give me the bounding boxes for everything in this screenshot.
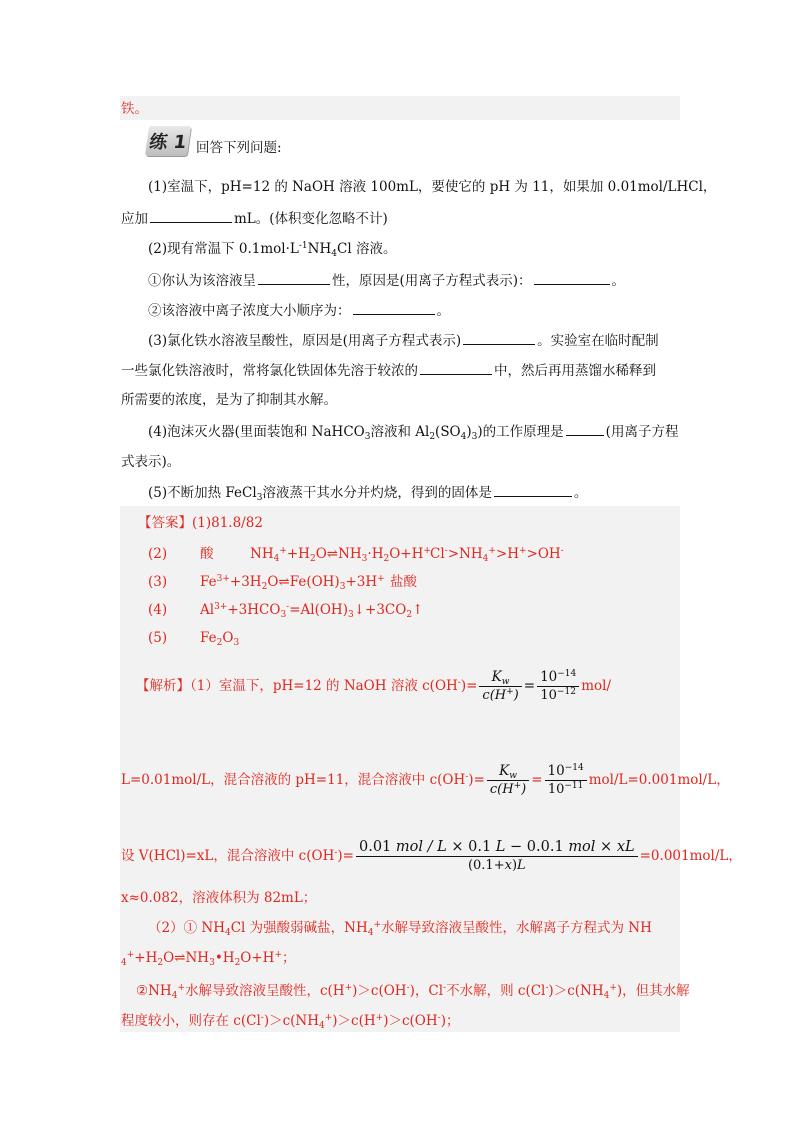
question-5: (5)不断加热 FeCl$_3$溶液蒸干其水分并灼烧，得到的固体是 。 [148,482,587,503]
question-3-line-3: 所需要的浓度，是为了抑制其水解。 [121,392,337,408]
question-2: (2)现有常温下 $0.1mol\cdot L^{-1}NH_4Cl$ 溶液。 [148,241,397,259]
answer-2: (2) 酸 $NH_4^++H_2O\rightleftharpoons NH_3\cdot H_2O+H^+$ $Cl^->NH_4^+>H^+>OH^-$ [148,546,564,564]
fraction-mix: $\frac{\text{0.01 mol / L × 0.1 L − 0.0.1 mol × xL}}{(0.1+x)L}$ [356,838,638,875]
practice-intro: 回答下列问题: [196,140,282,156]
answer-blank [353,300,435,315]
analysis-line-7: $②NH_4^+$水解导致溶液呈酸性，c(H+)＞c(OH-)，Cl-不水解，则 $c(Cl^-)>c(NH_4^+)$，但其水解 [136,983,690,1001]
answer-blank [534,270,610,285]
question-4-line-2: 式表示)。 [121,454,181,470]
fraction-powers: $\frac{10^{-14}}{10^{-12}}$ [537,668,579,705]
answer-blank [420,360,492,375]
question-2-part-2: ②该溶液中离子浓度大小顺序为： 。 [148,300,450,321]
question-3-line-1: (3)氯化铁水溶液呈酸性，原因是(用离子方程式表示) 。实验室在临时配制 [148,330,659,351]
answer-blank [494,482,572,497]
top-fragment: 铁。 [121,101,148,117]
practice-badge: 练 1 [145,126,191,156]
answer-blank [566,421,604,436]
analysis-line-4: x≈0.082，溶液体积为 82mL； [121,890,317,906]
question-3-line-2: 一些氯化铁溶液时，常将氯化铁固体先溶于较浓的 中，然后再用蒸馏水稀释到 [121,360,656,381]
analysis-line-6: $_4^++H_2O\rightleftharpoons NH_3•H_2O+H^+$； [121,950,296,968]
answer-3: (3) $Fe^{3+}+3H_2O\rightleftharpoons Fe(OH)_3+3H^+$ 盐酸 [148,574,417,592]
fraction-kw-2: $\frac{K_w}{c(H^+)}$ [487,762,529,799]
top-answer-shade [120,96,680,120]
answer-4: (4) $Al^{3+}+3HCO_3^-=Al(OH)_3↓+3CO_2↑$ [148,602,424,620]
fraction-kw: $\frac{K_w}{c(H^+)}$ [479,668,521,705]
analysis-line-1: 【解析】（1）室温下，pH=12 的 NaOH 溶液 c(OH-)= $\frac{K_w}{c(H^+)}$ = $\frac{10^{-14}}{10^{-12}}$ mol/ [136,669,612,703]
answer-5: (5) $Fe_2O_3$ [148,630,240,648]
answer-blank [150,208,232,223]
question-1-line-2: 应加 mL。(体积变化忽略不计) [121,208,388,229]
answer-blank [258,270,330,285]
question-4-line-1: (4)泡沫灭火器(里面装饱和 NaHCO$_3$溶液和 $Al_2(SO_4)_3$)的工作原理是 (用离子方程 [148,421,678,442]
analysis-line-8: 程度较小，则存在 $c(Cl^-)>c(NH_4^+)>c(H^+)>c(OH^-)$； [121,1013,460,1031]
question-2-part-1: ①你认为该溶液呈 性，原因是(用离子方程式表示)： 。 [148,270,625,291]
answer-1: 【答案】(1)81.8/82 [138,515,263,531]
analysis-line-3: 设 V(HCl)=xL，混合溶液中 c(OH-)= $\frac{\text{0.01 mol / L × 0.1 L − 0.0.1 mol × xL}}{(0.1+x)L}$ =0.001mol/L， [121,839,742,873]
analysis-line-2: L=0.01mol/L，混合溶液的 pH=11，混合溶液中 c(OH-)= $\frac{K_w}{c(H^+)}$ = $\frac{10^{-14}}{10^{-11}}$ mol/L=0.001mol/L， [121,763,730,797]
question-1-line-1: (1)室温下，pH=12 的 NaOH 溶液 100mL，要使它的 pH 为 11，如果加 0.01mol/LHCl， [148,179,717,195]
analysis-line-5: （2）① $NH_4Cl$ 为强酸弱碱盐，$NH_4^+$水解导致溶液呈酸性，水解离子方程式为 NH [148,920,652,938]
answer-blank [463,330,535,345]
fraction-powers-2: $\frac{10^{-14}}{10^{-11}}$ [545,762,587,799]
